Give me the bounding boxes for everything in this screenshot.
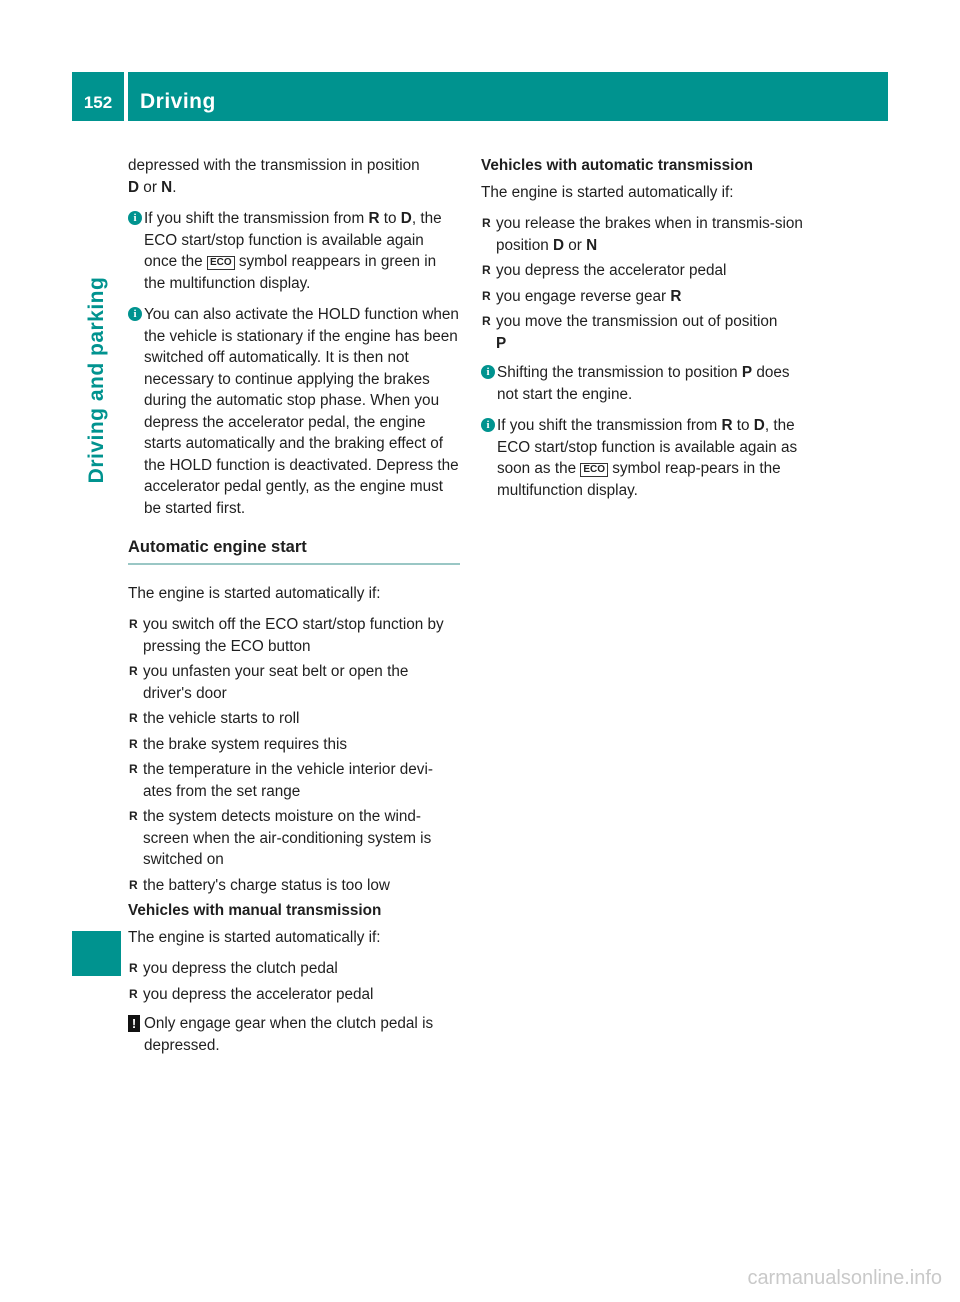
section-title: Driving [140,90,216,113]
automatic-intro: The engine is started automatically if: [481,183,734,201]
eco-symbol-icon: ECO [207,256,235,270]
subheading-manual: Vehicles with manual transmission [128,902,382,919]
intro-paragraph: depressed with the transmission in position D or N. [128,157,420,196]
list-item: R the brake system requires this [128,734,460,756]
auto-start-list [128,614,460,896]
info-icon: i [481,365,495,379]
list-item: R you move the transmission out of position P [481,311,813,354]
warning-note: ! Only engage gear when the clutch pedal is depressed. [128,1013,460,1056]
side-tab [72,131,121,921]
page-number: 152 [83,93,113,112]
info-note: i Shifting the transmission to position P does not start the engine. [481,362,813,405]
warning-icon: ! [128,1015,140,1032]
auto-intro: The engine is started automatically if: [128,584,381,602]
left-column [128,155,460,1066]
side-chapter-label: Driving and parking [85,276,108,484]
list-item: R you release the brakes when in transmis-sion position D or N [481,213,813,256]
eco-symbol-icon: ECO [580,463,608,477]
info-note: i You can also activate the HOLD function when the vehicle is stationary if the engine has been switched off automatically. It is then not necessary to continue applying the brakes during the automatic stop phase. When you depress the accelerator pedal, the engine starts automatically and the braking effect of the HOLD function is deactivated. Depress the accelerator pedal gently, as the engine must be started first. [128,304,460,519]
info-icon: i [128,307,142,321]
list-item: R you switch off the ECO start/stop function by pressing the ECO button [128,614,460,657]
automatic-list [481,213,813,354]
info-icon: i [481,418,495,432]
manual-list [128,958,460,1005]
side-chapter-marker [72,931,121,976]
list-item: R you depress the accelerator pedal [481,260,813,282]
info-icon: i [128,211,142,225]
list-item: R you unfasten your seat belt or open the driver's door [128,661,460,704]
list-item: R you engage reverse gear R [481,286,813,308]
section-heading: Automatic engine start [128,537,460,565]
manual-intro: The engine is started automatically if: [128,928,381,946]
list-item: R the system detects moisture on the wind-screen when the air-conditioning system is switched on [128,806,460,871]
info-note: i If you shift the transmission from R to D, the ECO start/stop function is available again once the ECO symbol reappears in green in the multifunction display. [128,208,460,294]
info-note: i If you shift the transmission from R to D, the ECO start/stop function is available again as soon as the ECO symbol reap-pears in the multifunction display. [481,415,813,501]
right-column [481,155,813,511]
subheading-automatic: Vehicles with automatic transmission [481,157,754,174]
list-item: R you depress the accelerator pedal [128,984,460,1006]
list-item: R the vehicle starts to roll [128,708,460,730]
header-bar [128,72,888,121]
list-item: R you depress the clutch pedal [128,958,460,980]
list-item: R the battery's charge status is too low [128,875,460,897]
watermark: carmanualsonline.info [747,1267,942,1289]
list-item: R the temperature in the vehicle interior devi-ates from the set range [128,759,460,802]
